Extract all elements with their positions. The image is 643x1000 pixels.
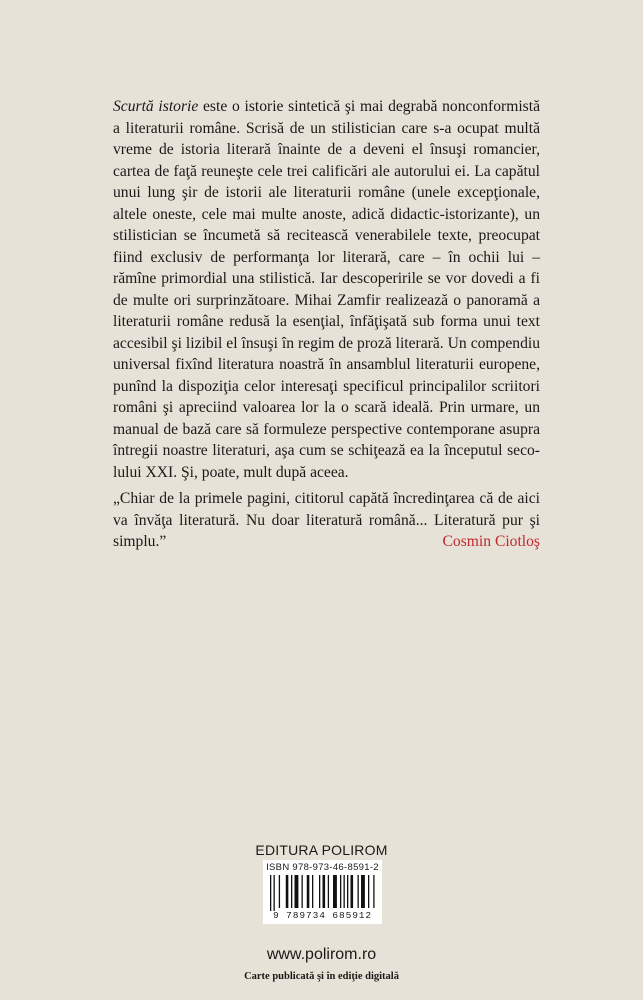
digital-edition-note: Carte publicată şi în ediţie digitală — [244, 971, 399, 982]
publisher-website[interactable]: www.polirom.ro — [266, 946, 377, 963]
barcode-bar — [340, 875, 341, 908]
barcode-bar — [347, 875, 348, 908]
ean-digits: 9 789734 685912 — [272, 910, 372, 921]
barcode-bar — [279, 875, 280, 908]
back-cover-blurb — [113, 96, 540, 483]
barcode — [263, 860, 382, 924]
barcode-bar — [274, 875, 275, 911]
barcode-bar — [368, 875, 369, 908]
barcode-bar — [291, 875, 292, 908]
barcode-bar — [333, 875, 337, 908]
barcode-bar — [312, 875, 313, 908]
review-quote: „Chiar de la primele pagini, cititorul capătă încredinţarea că de aici va învăţa literatură. Nu doar literatură română... Literatură pur şi simplu.” — [113, 490, 540, 550]
book-title-italic: Scurtă istorie — [113, 98, 199, 115]
barcode-bar — [358, 875, 359, 908]
barcode-bar — [351, 875, 354, 908]
publisher-name: EDITURA POLIROM — [255, 842, 388, 858]
barcode-bar — [270, 875, 271, 911]
barcode-bar — [344, 875, 345, 908]
barcode-bar — [328, 875, 329, 908]
barcode-bar — [295, 875, 299, 908]
barcode-bars — [270, 875, 375, 911]
quote-author: Cosmin Ciotloş — [442, 533, 540, 550]
barcode-bar — [323, 875, 326, 908]
isbn-number: ISBN 978-973-46-8591-2 — [266, 862, 379, 873]
barcode-bar — [361, 875, 365, 908]
blurb-text: este o istorie sintetică şi mai degrabă nonconformistă a literaturii române. Scrisă de un stilistician care s-a ocupat multă vreme de istoria literară înainte de a deveni el însuşi romancier, cartea de faţă reuneşte cele trei calificări ale autorului ei. La capătul unui lung şir de istorii ale literaturii române (unele excepţionale, altele oneste, cele mai multe anoste, adică didactic-istorizante), un stilistician se încumetă să recitească venerabilele texte, preocupat fiind exclusiv de performanţa lor literară, care – în ochii lui – rămîne primordial una stilistică. Iar descoperirile se vor dovedi a fi de multe ori surprinzătoare. Mihai Zamfir realizează o panoramă a literaturii române redusă la esenţial, înfăţişată sub forma unui text accesibil şi lizibil el însuşi în regim de proză literară. Un compendiu universal fixînd literatura noastră în ansamblul literaturii europene, punînd la dispoziţia celor interesaţi specificul principalilor scriitori români şi apreciind valoarea lor la o scară ideală. Prin urmare, un manual de bază care să formuleze perspective contemporane asupra întregii noastre literaturi, aşa cum se schiţează ea la începutul secolului XXI. Şi, poate, mult după aceea. — [113, 98, 541, 481]
barcode-bar — [302, 875, 303, 908]
barcode-bar — [307, 875, 310, 908]
barcode-bar — [373, 875, 374, 908]
barcode-bar — [319, 875, 320, 908]
barcode-bar — [286, 875, 289, 908]
